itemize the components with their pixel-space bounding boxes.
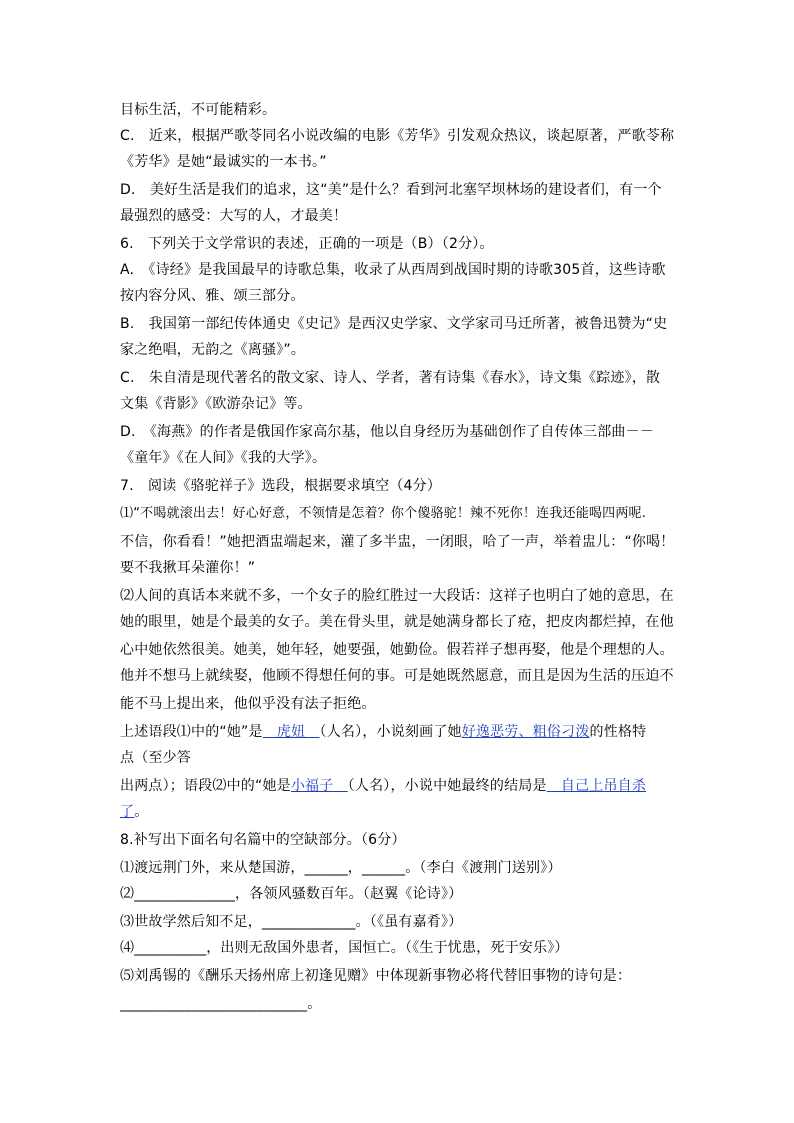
answer-traits: 好逸恶劳、粗俗刁泼 — [461, 724, 590, 740]
text-line: 他并不想马上就续娶，他顾不得想任何的事。可是她既然愿意，而且是因为生活的压迫不 — [120, 668, 674, 684]
text-line: 最强烈的感受：大写的人，才最美！ — [120, 208, 348, 224]
q7-answer-line-4: 了。 — [120, 804, 149, 820]
q7-answer-line-2: 点（至少答 — [120, 750, 191, 766]
text-line: 要不我揪耳朵灌你！” — [120, 560, 256, 576]
text-line: 《童年》《在人间》《我的大学》。 — [120, 450, 327, 466]
q8-item-4: ⑷__________，出则无敌国外患者，国恒亡。（《生于忧患，死于安乐》） — [120, 940, 569, 956]
question-7-title: 7. 阅读《骆驼祥子》选段，根据要求填空（4分） — [120, 478, 442, 494]
text-line: 心中她依然很美。她美，她年轻，她要强，她勤俭。假若祥子想再娶，他是个理想的人。 — [120, 642, 674, 658]
q7-answer-line-1: 上述语段⑴中的“她”是 虎妞 （人名），小说刻画了她好逸恶劳、粗俗刁泼的性格特 — [120, 724, 647, 740]
answer-ending: 自己上吊自杀 — [546, 778, 647, 794]
text-line: 家之绝唱，无韵之《离骚》”。 — [120, 342, 306, 358]
text-line: C. 朱自清是现代著名的散文家、诗人、学者，著有诗集《春水》，诗文集《踪迹》，散 — [120, 370, 661, 386]
text-line: 她的眼里，她是个最美的女子。美在骨头里，就是她满身都长了疮，把皮肉都烂掉，在他 — [120, 614, 674, 630]
q8-item-1: ⑴渡远荆门外，来从楚国游，______，______。（李白《渡荆门送别》） — [120, 860, 562, 876]
text-line: D. 《海燕》的作者是俄国作家高尔基，他以自身经历为基础创作了自传体三部曲－－ — [120, 424, 655, 440]
text-line: 文集《背影》《欧游杂记》等。 — [120, 396, 312, 412]
q8-item-3: ⑶世故学然后知不足，_____________。（《虽有嘉肴》） — [120, 914, 463, 930]
question-8-title: 8.补写出下面名句名篇中的空缺部分。（6分） — [120, 832, 406, 848]
question-6-title: 6. 下列关于文学常识的表述，正确的一项是（B）（2分）。 — [120, 236, 494, 252]
answer-huniu: 虎妞 — [262, 724, 320, 740]
text-line: 不信，你看看！”她把酒盅端起来，灌了多半盅，一闭眼，哈了一声，举着盅儿：“你喝！ — [120, 534, 675, 550]
q8-item-5-blank: __________________________。 — [120, 996, 322, 1012]
text-line: D. 美好生活是我们的追求，这“美”是什么？看到河北塞罕坝林场的建设者们，有一个 — [120, 182, 662, 198]
text-line: C. 近来，根据严歌苓同名小说改编的电影《芳华》引发观众热议，谈起原著，严歌苓称 — [120, 128, 675, 144]
text-line: ⑴“不喝就滚出去！好心好意，不领情是怎着？你个傻骆驼！辣不死你！连我还能喝四两呢. — [120, 506, 647, 521]
q8-item-5: ⑸刘禹锡的《酬乐天扬州席上初逢见赠》中体现新事物必将代替旧事物的诗句是： — [120, 968, 632, 984]
text-line: B. 我国第一部纪传体通史《史记》是西汉史学家、文学家司马迁所著，被鲁迅赞为“史 — [120, 316, 668, 332]
text-line: 《芳华》是她“最诚实的一本书。” — [120, 154, 327, 170]
q8-item-2: ⑵______________，各领风骚数百年。（赵翼《论诗》） — [120, 886, 463, 902]
text-line: 能不马上提出来，他似乎没有法子拒绝。 — [120, 696, 376, 712]
q7-answer-line-3: 出两点）；语段⑵中的“她是小福子 （人名），小说中她最终的结局是 自己上吊自杀 — [120, 778, 647, 794]
text-line: ⑵人间的真话本来就不多，一个女子的脸红胜过一大段话：这祥子也明白了她的意思，在 — [120, 588, 674, 604]
text-line: 目标生活，不可能精彩。 — [120, 102, 277, 118]
text-line: 按内容分风、雅、颂三部分。 — [120, 288, 305, 304]
text-line: A. 《诗经》是我国最早的诗歌总集，收录了从西周到战国时期的诗歌305首，这些诗歌 — [120, 262, 666, 278]
answer-xiaofuzi: 小福子 — [290, 778, 348, 794]
